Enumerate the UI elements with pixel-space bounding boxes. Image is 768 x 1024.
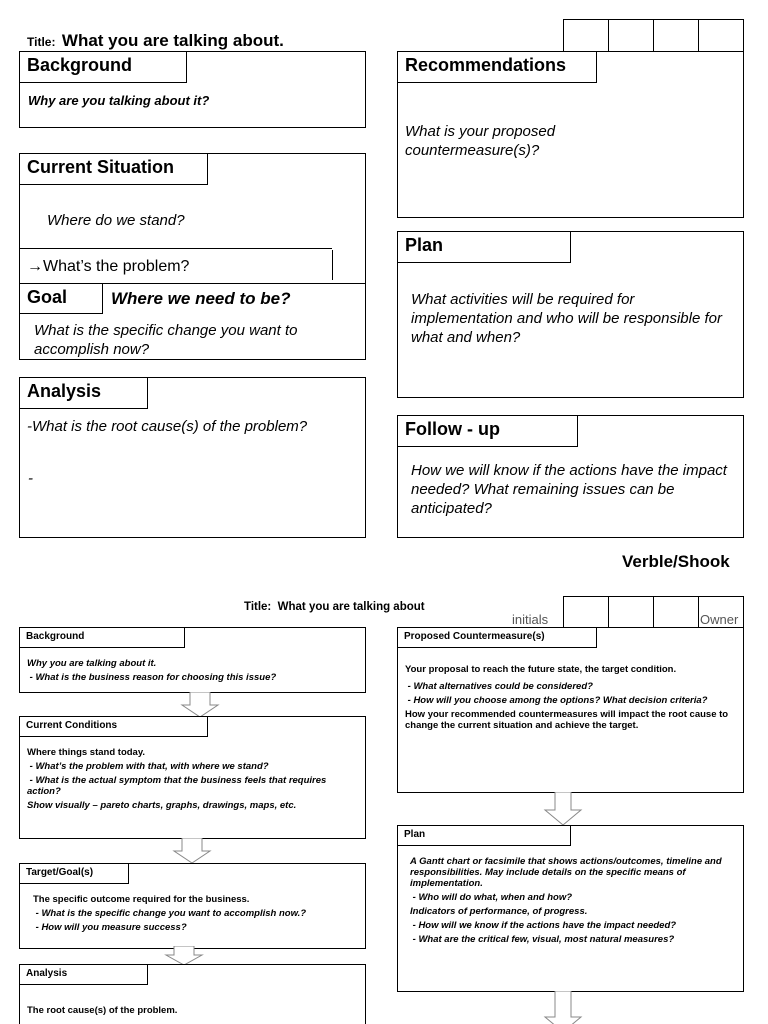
follow-up-section xyxy=(397,415,744,538)
top-title-text: What you are talking about. xyxy=(61,31,284,50)
down-arrow-icon xyxy=(172,838,212,864)
bottom-plan-line: A Gantt chart or facsimile that shows actions/outcomes, timeline and responsibilities. May include details on the specific means of implementation. xyxy=(410,856,722,889)
proposed-countermeasures-line: - What alternatives could be considered? xyxy=(405,681,593,692)
bottom-signoff-cell-1 xyxy=(563,596,609,627)
bottom-title: Title: What you are talking about xyxy=(244,601,425,613)
recommendations-header: Recommendations xyxy=(397,51,597,83)
goal-text: What is the specific change you want to accomplish now? xyxy=(34,322,298,358)
signoff-cell-2 xyxy=(608,19,654,52)
recommendations-text: What is your proposed countermeasure(s)? xyxy=(405,123,556,159)
analysis-bullet: - xyxy=(28,470,33,487)
signoff-cell-3 xyxy=(653,19,699,52)
plan-section xyxy=(397,231,744,398)
goal-header: Goal xyxy=(19,283,103,314)
bottom-background-line: - What is the business reason for choosing this issue? xyxy=(27,672,277,683)
current-conditions-header: Current Conditions xyxy=(19,716,208,737)
bottom-plan-lines xyxy=(410,856,737,948)
analysis-header: Analysis xyxy=(19,377,148,409)
current-conditions-line: - What is the actual symptom that the business feels that requires action? xyxy=(27,775,329,797)
problem-box-edge xyxy=(332,250,333,280)
signoff-cell-1 xyxy=(563,19,609,52)
bottom-background-section xyxy=(19,627,366,693)
background-section xyxy=(19,51,366,128)
bottom-analysis-lines xyxy=(27,1005,359,1019)
initials-label: initials xyxy=(512,612,549,627)
goal-subtitle: Where we need to be? xyxy=(111,289,291,308)
bottom-plan-line: Indicators of performance, of progress. xyxy=(410,906,588,917)
bottom-analysis-line: The root cause(s) of the problem. xyxy=(27,1005,178,1016)
target-goal-header: Target/Goal(s) xyxy=(19,863,129,884)
bottom-signoff-cell-3 xyxy=(653,596,699,627)
credit-text: Verble/Shook xyxy=(622,552,730,571)
goal-section xyxy=(19,283,366,360)
down-arrow-icon xyxy=(180,692,220,718)
bottom-background-lines xyxy=(27,658,359,686)
target-goal-section xyxy=(19,863,366,949)
follow-up-text: How we will know if the actions have the impact needed? What remaining issues can be anticipated? xyxy=(411,462,727,517)
target-goal-lines xyxy=(33,894,359,936)
follow-up-header: Follow - up xyxy=(397,415,578,447)
current-situation-header: Current Situation xyxy=(19,153,208,185)
current-conditions-lines xyxy=(27,747,359,814)
proposed-countermeasures-line: Your proposal to reach the future state, the target condition. xyxy=(405,664,677,675)
background-text: Why are you talking about it? xyxy=(28,93,210,108)
bottom-plan-line: - How will we know if the actions have the impact needed? xyxy=(410,920,677,931)
bottom-background-header: Background xyxy=(19,627,185,648)
current-conditions-line: Show visually – pareto charts, graphs, drawings, maps, etc. xyxy=(27,800,297,811)
bottom-analysis-section xyxy=(19,964,366,1024)
top-title xyxy=(27,31,284,51)
proposed-countermeasures-lines xyxy=(405,664,737,734)
target-goal-line: - What is the specific change you want to accomplish now.? xyxy=(33,908,307,919)
proposed-countermeasures-line: How your recommended countermeasures will impact the root cause to change the current situation and achieve the target. xyxy=(405,709,729,731)
down-arrow-icon xyxy=(164,946,204,966)
down-arrow-icon xyxy=(543,792,583,826)
bottom-plan-line: - What are the critical few, visual, most natural measures? xyxy=(410,934,675,945)
current-situation-section xyxy=(19,153,366,284)
recommendations-section xyxy=(397,51,744,218)
owner-label: Owner xyxy=(700,612,739,627)
problem-text: →What’s the problem? xyxy=(27,258,190,275)
current-conditions-section xyxy=(19,716,366,839)
bottom-background-line: Why you are talking about it. xyxy=(27,658,157,669)
current-situation-text: Where do we stand? xyxy=(47,212,185,229)
bottom-plan-section xyxy=(397,825,744,992)
target-goal-line: The specific outcome required for the business. xyxy=(33,894,250,905)
analysis-text: -What is the root cause(s) of the problem? xyxy=(27,418,308,435)
current-conditions-line: Where things stand today. xyxy=(27,747,146,758)
bottom-analysis-header: Analysis xyxy=(19,964,148,985)
proposed-countermeasures-section xyxy=(397,627,744,793)
plan-text: What activities will be required for implementation and who will be responsible for what and when? xyxy=(411,291,723,346)
background-header: Background xyxy=(19,51,187,83)
current-conditions-line: - What’s the problem with that, with where we stand? xyxy=(27,761,269,772)
top-title-label: Title: xyxy=(27,35,56,49)
proposed-countermeasures-header: Proposed Countermeasure(s) xyxy=(397,627,597,648)
down-arrow-icon xyxy=(543,991,583,1024)
proposed-countermeasures-line: - How will you choose among the options? What decision criteria? xyxy=(405,695,708,706)
bottom-plan-header: Plan xyxy=(397,825,571,846)
analysis-section xyxy=(19,377,366,538)
bottom-plan-line: - Who will do what, when and how? xyxy=(410,892,573,903)
bottom-signoff-cell-2 xyxy=(608,596,654,627)
signoff-cell-4 xyxy=(698,19,744,52)
plan-header: Plan xyxy=(397,231,571,263)
target-goal-line: - How will you measure success? xyxy=(33,922,187,933)
problem-divider xyxy=(20,248,332,249)
